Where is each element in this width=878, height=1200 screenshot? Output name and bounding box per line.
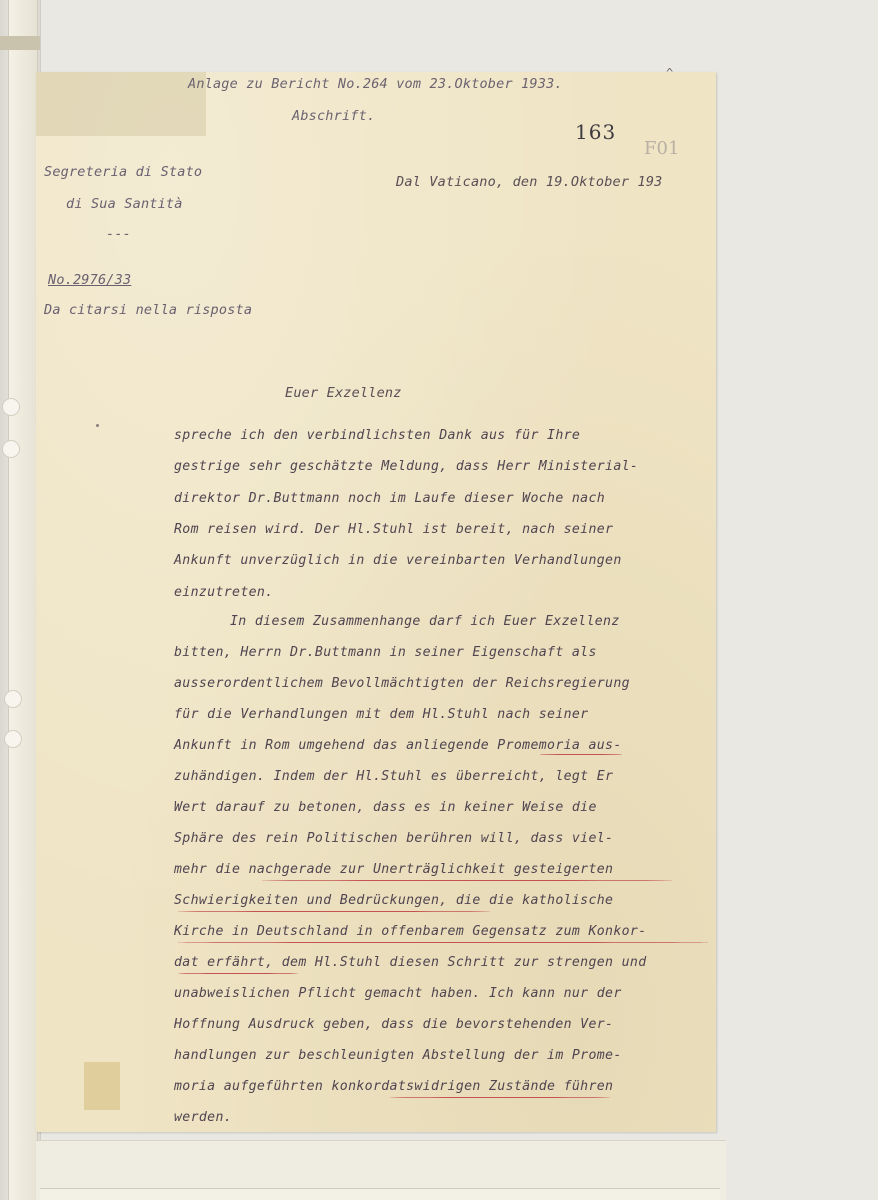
red-underline	[390, 1097, 610, 1098]
binder-edge	[8, 0, 38, 1200]
punch-hole	[2, 398, 20, 416]
body-line: Ankunft unverzüglich in die vereinbarten Verhandlungen	[174, 553, 622, 568]
annex-line: Anlage zu Bericht No.264 vom 23.Oktober 1933.	[188, 76, 563, 92]
red-underline	[178, 942, 708, 943]
body-line: Kirche in Deutschland in offenbarem Gegensatz zum Konkor-	[174, 924, 647, 939]
body-line: Schwierigkeiten und Bedrückungen, die die katholische	[174, 893, 614, 908]
red-underline	[178, 973, 298, 974]
body-line: zuhändigen. Indem der Hl.Stuhl es überreicht, legt Er	[174, 769, 614, 784]
document-sheet	[36, 72, 716, 1132]
folio-number: 163	[575, 120, 617, 144]
body-line: Hoffnung Ausdruck geben, dass die bevorstehenden Ver-	[174, 1017, 614, 1032]
body-line: spreche ich den verbindlichsten Dank aus für Ihre	[174, 428, 581, 443]
body-line: für die Verhandlungen mit dem Hl.Stuhl nach seiner	[174, 707, 589, 722]
red-underline	[262, 880, 672, 881]
red-underline	[540, 754, 622, 755]
corner-mark: ^	[666, 66, 674, 80]
punch-hole	[2, 440, 20, 458]
binder-tab	[0, 36, 40, 50]
body-line: ausserordentlichem Bevollmächtigten der Reichsregierung	[174, 676, 630, 691]
body-line: Wert darauf zu betonen, dass es in keiner Weise die	[174, 800, 597, 815]
cite-note: Da citarsi nella risposta	[44, 302, 253, 318]
reference-number: No.2976/33	[48, 272, 132, 288]
body-line: direktor Dr.Buttmann noch im Laufe dieser Woche nach	[174, 491, 606, 506]
paper-patch	[84, 1062, 120, 1110]
body-line: gestrige sehr geschätzte Meldung, dass Herr Ministerial-	[174, 459, 639, 474]
body-line: In diesem Zusammenhange darf ich Euer Exzellenz	[230, 614, 620, 629]
copy-label: Abschrift.	[292, 108, 376, 124]
underlying-sheet-edge	[40, 1188, 720, 1200]
body-line: bitten, Herrn Dr.Buttmann in seiner Eigenschaft als	[174, 645, 597, 660]
body-line: mehr die nachgerade zur Unerträglichkeit gesteigerten	[174, 862, 614, 877]
sender-line-2: di Sua Santità	[66, 196, 183, 212]
body-line: werden.	[174, 1110, 233, 1125]
body-line: moria aufgeführten konkordatswidrigen Zustände führen	[174, 1079, 614, 1094]
margin-dot	[96, 424, 99, 427]
punch-hole	[4, 690, 22, 708]
dateline: Dal Vaticano, den 19.Oktober 193	[396, 174, 663, 190]
body-line: handlungen zur beschleunigten Abstellung der im Prome-	[174, 1048, 622, 1063]
folio-number-faint: F01	[644, 138, 680, 159]
body-line: dat erfährt, dem Hl.Stuhl diesen Schritt zur strengen und	[174, 955, 647, 970]
punch-hole	[4, 730, 22, 748]
body-line: Sphäre des rein Politischen berühren will, dass viel-	[174, 831, 614, 846]
body-line: einzutreten.	[174, 585, 274, 600]
salutation: Euer Exzellenz	[285, 385, 402, 401]
body-line: unabweislichen Pflicht gemacht haben. Ich kann nur der	[174, 986, 622, 1001]
body-line: Ankunft in Rom umgehend das anliegende Promemoria aus-	[174, 738, 622, 753]
sender-separator: ---	[106, 226, 131, 242]
sender-line-1: Segreteria di Stato	[44, 164, 203, 180]
tape-mark	[36, 72, 206, 136]
body-line: Rom reisen wird. Der Hl.Stuhl ist bereit, nach seiner	[174, 522, 614, 537]
